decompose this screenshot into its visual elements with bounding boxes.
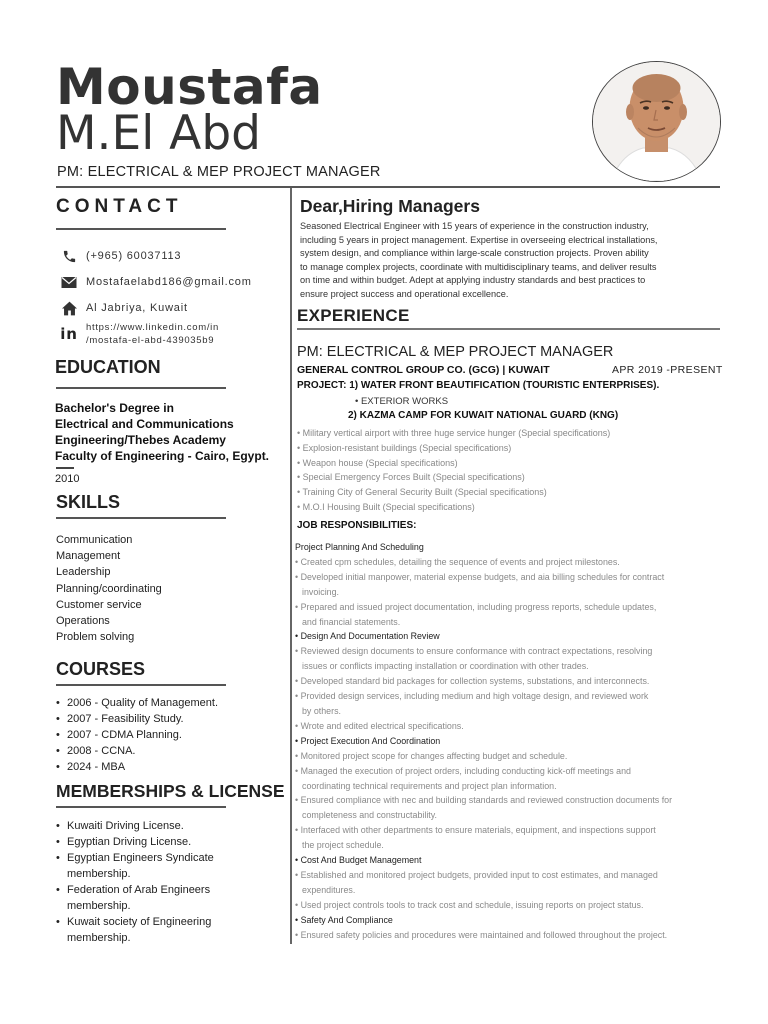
courses-list	[56, 695, 218, 775]
contact-underline	[56, 228, 226, 230]
experience-heading: EXPERIENCE	[297, 306, 410, 325]
contact-phone	[60, 247, 181, 265]
education-heading: EDUCATION	[55, 357, 161, 377]
list-item: • Reviewed design documents to ensure conformance with contract expectations, resolving	[295, 646, 653, 657]
list-item: and financial statements.	[302, 616, 401, 627]
list-item: • Used project controls tools to track cost and schedule, issuing reports on project status.	[295, 899, 644, 910]
linkedin-link[interactable]: https://www.linkedin.com/in /mostafa-el-abd-439035b9	[86, 322, 219, 346]
memberships-list	[56, 818, 214, 946]
education-degree: Bachelor's Degree in Electrical and Communications Engineering/Thebes Academy Faculty of Engineering - Cairo, Egypt.	[55, 401, 270, 463]
list-item: • Weapon house (Special specifications)	[297, 457, 458, 468]
email-text[interactable]: Mostafaelabd186@gmail.com	[86, 276, 252, 288]
job-title: PM: ELECTRICAL & MEP PROJECT MANAGER	[297, 344, 614, 360]
contact-address	[60, 299, 188, 317]
skills-list	[56, 532, 162, 645]
list-item: • Ensured safety policies and procedures were maintained and followed throughout the project.	[295, 929, 668, 940]
list-item: by others.	[302, 705, 341, 716]
project-list	[297, 426, 610, 515]
summary-text: Seasoned Electrical Engineer with 15 years of experience in the construction industry, including 5 years in project management. Expertise in overseeing electrical installations, system design, and compliance within large-scale construction projects. Proven ability to manage complex projects, coordinate with multidisciplinary teams, and deliver results on time and within budget. Adept at applying industry standards and best practices to ensure project success and operational excellence.	[300, 221, 658, 299]
contact-heading: CONTACT	[56, 196, 183, 217]
list-item: • Training City of General Security Built (Special specifications)	[297, 487, 547, 498]
list-item: • M.O.I Housing Built (Special specifications)	[297, 501, 475, 512]
list-item: • 2007 - Feasibility Study.	[56, 711, 218, 727]
list-item: coordinating technical requirements and project plan information.	[302, 780, 557, 791]
courses-heading: COURSES	[56, 659, 146, 679]
skills-heading: SKILLS	[56, 492, 121, 512]
list-item: invoicing.	[302, 586, 339, 597]
list-item: • Special Emergency Forces Built (Special specifications)	[297, 472, 525, 483]
responsibility-heading: • Design And Documentation Review	[295, 631, 440, 642]
exterior-works: • EXTERIOR WORKS	[355, 396, 449, 407]
list-item: • Developed initial manpower, material expense budgets, and aia billing schedules for contract	[295, 571, 665, 582]
responsibility-heading: Project Planning And Scheduling	[295, 542, 424, 552]
company-name: GENERAL CONTROL GROUP CO. (GCG) | KUWAIT	[297, 364, 550, 376]
envelope-icon	[60, 274, 78, 290]
column-divider	[290, 188, 292, 944]
list-item: • Created cpm schedules, detailing the sequence of events and project milestones.	[295, 556, 620, 567]
letter-greeting: Dear,Hiring Managers	[300, 196, 480, 216]
list-item: • Explosion-resistant buildings (Special specifications)	[297, 442, 512, 453]
header-divider	[56, 186, 720, 188]
list-item: membership.	[67, 868, 131, 880]
list-item: • Wrote and edited electrical specifications.	[295, 720, 464, 731]
responsibility-heading: • Cost And Budget Management	[295, 855, 422, 866]
list-item: • Developed standard bid packages for collection systems, substations, and interconnects.	[295, 676, 650, 687]
phone-icon	[60, 248, 78, 264]
list-item: Problem solving	[56, 631, 135, 644]
last-name: M.El Abd	[56, 106, 262, 161]
skills-underline	[56, 517, 226, 519]
responsibilities-heading: JOB RESPONSIBILITIES:	[297, 520, 417, 531]
list-item: Customer service	[56, 598, 142, 611]
project-line: PROJECT: 1) WATER FRONT BEAUTIFICATION (TOURISTIC ENTERPRISES).	[297, 380, 660, 391]
list-item: • Monitored project scope for changes affecting budget and schedule.	[295, 750, 568, 761]
list-item: • Egyptian Driving License.	[56, 834, 214, 850]
job-dates: APR 2019 -PRESENT	[612, 364, 723, 376]
list-item: issues or conflicts impacting installation or coordination with other trades.	[302, 661, 589, 672]
list-item: • Federation of Arab Engineers	[56, 882, 214, 898]
list-item: • Kuwait society of Engineering	[56, 914, 214, 930]
address-text: Al Jabriya, Kuwait	[86, 302, 188, 314]
linkedin-icon: in	[60, 325, 78, 343]
list-item: • Kuwaiti Driving License.	[56, 818, 214, 834]
list-item: • Established and monitored project budgets, provided input to cost estimates, and managed	[295, 869, 658, 880]
first-name: Moustafa	[56, 58, 323, 116]
list-item: • Ensured compliance with nec and building standards and reviewed construction documents for	[295, 795, 673, 806]
list-item: Management	[56, 550, 121, 563]
list-item: Leadership	[56, 566, 111, 579]
memberships-heading: MEMBERSHIPS & LICENSE	[56, 781, 285, 801]
responsibility-heading: • Safety And Compliance	[295, 914, 393, 925]
list-item: • Interfaced with other departments to ensure materials, equipment, and inspections support	[295, 825, 656, 836]
responsibilities-list	[295, 540, 725, 942]
list-item: expenditures.	[302, 884, 356, 895]
project-two: 2) KAZMA CAMP FOR KUWAIT NATIONAL GUARD (KNG)	[348, 410, 619, 421]
education-underline	[56, 387, 226, 389]
contact-linkedin	[60, 320, 219, 348]
list-item: membership.	[67, 900, 131, 912]
list-item: • Prepared and issued project documentation, including progress reports, schedule updates,	[295, 601, 657, 612]
responsibility-heading: • Project Execution And Coordination	[295, 735, 441, 746]
education-year: 2010	[55, 473, 80, 485]
experience-underline	[297, 328, 720, 330]
list-item: Operations	[56, 615, 110, 628]
list-item: • 2008 - CCNA.	[56, 743, 218, 759]
list-item: • 2007 - CDMA Planning.	[56, 727, 218, 743]
year-tick	[56, 467, 74, 469]
list-item: • Provided design services, including medium and high voltage design, and reviewed work	[295, 691, 649, 702]
courses-underline	[56, 684, 226, 686]
list-item: • Egyptian Engineers Syndicate	[56, 850, 214, 866]
phone-text[interactable]: (+965) 60037113	[86, 250, 182, 262]
list-item: completeness and constructability.	[302, 810, 438, 821]
contact-email	[60, 273, 252, 291]
list-item: membership.	[67, 932, 131, 944]
list-item: • Military vertical airport with three huge service hunger (Special specifications)	[297, 428, 611, 438]
list-item: • Managed the execution of project orders, including conducting kick-off meetings and	[295, 765, 631, 776]
list-item: Planning/coordinating	[56, 582, 162, 595]
list-item: • 2006 - Quality of Management.	[56, 695, 218, 711]
list-item: Communication	[56, 534, 133, 546]
list-item: • 2024 - MBA	[56, 759, 218, 775]
profile-photo	[592, 61, 721, 182]
memberships-underline	[56, 806, 226, 808]
home-icon	[60, 300, 78, 316]
list-item: the project schedule.	[302, 840, 384, 851]
job-subtitle: PM: ELECTRICAL & MEP PROJECT MANAGER	[57, 164, 381, 180]
